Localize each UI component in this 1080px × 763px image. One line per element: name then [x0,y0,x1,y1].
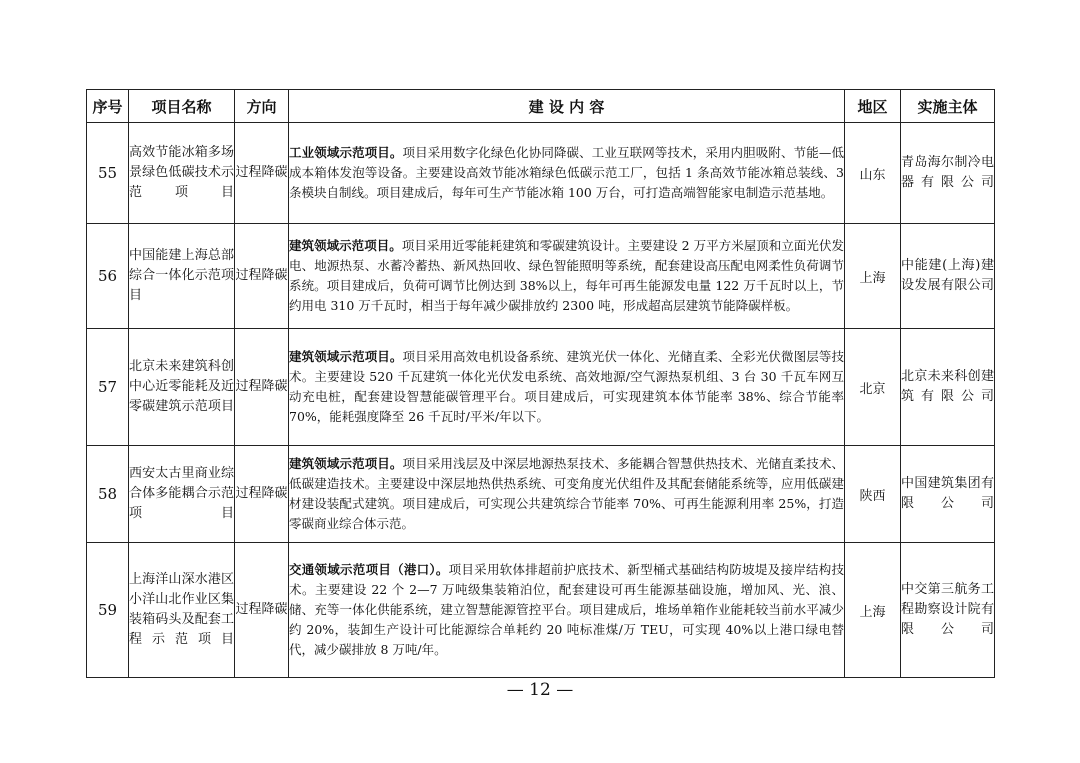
implementing-entity: 北京未来科创建筑有限公司 [901,329,995,446]
direction: 过程降碳 [235,329,289,446]
row-number: 57 [87,329,129,446]
construction-content [289,329,845,446]
header-entity: 实施主体 [901,90,995,123]
content-body: 项目采用软体排超前护底技术、新型桶式基础结构防坡堤及接岸结构技术。主要建设 22 个 2—7 万吨级集装箱泊位，配套建设可再生能源基础设施，增加风、光、浪、储、充等一体化供能系统，建立智慧能源管控平台。项目建成后，堆场单箱作业能耗较当前水平减少约 20%，装卸生产设计可比能源综合单耗约 20 吨标准煤/万 TEU，可实现 40%以上港口绿电替代，减少碳排放 8 万吨/年。 [289,562,844,657]
region: 北京 [845,329,901,446]
direction: 过程降碳 [235,123,289,224]
construction-content [289,123,845,224]
direction: 过程降碳 [235,446,289,543]
region: 陕西 [845,446,901,543]
project-name: 上海洋山深水港区小洋山北作业区集装箱码头及配套工程示范项目 [129,543,235,678]
project-table [86,89,995,678]
content-lead: 建筑领域示范项目。 [289,456,403,471]
content-lead: 工业领域示范项目。 [289,145,403,160]
header-seq: 序号 [87,90,129,123]
content-lead: 交通领域示范项目（港口）。 [289,562,449,577]
table-row [87,123,995,224]
table-row [87,446,995,543]
region: 上海 [845,543,901,678]
row-number: 58 [87,446,129,543]
content-body: 项目采用浅层及中深层地源热泵技术、多能耦合智慧供热技术、光储直柔技术、低碳建造技术。主要建设中深层地热供热系统、可变角度光伏组件及其配套储能系统等，应用低碳建材建设装配式建筑。项目建成后，可实现公共建筑综合节能率 70%、可再生能源利用率 25%，打造零碳商业综合体示范。 [289,456,844,531]
row-number: 55 [87,123,129,224]
page-number: — 12 — [506,680,574,700]
implementing-entity: 中能建(上海)建设发展有限公司 [901,224,995,329]
table-row [87,224,995,329]
direction: 过程降碳 [235,224,289,329]
content-body: 项目采用高效电机设备系统、建筑光伏一体化、光储直柔、全彩光伏微图层等技术。主要建设 520 千瓦建筑一体化光伏发电系统、高效地源/空气源热泵机组、3 台 30 千瓦车网互动充电桩，配套建设智慧能碳管理平台。项目建成后，可实现建筑本体节能率 38%、综合节能率 70%，能耗强度降至 26 千瓦时/平米/年以下。 [289,349,844,424]
construction-content [289,543,845,678]
content-lead: 建筑领域示范项目。 [289,238,402,253]
project-name: 中国能建上海总部综合一体化示范项目 [129,224,235,329]
header-content: 建 设 内 容 [289,90,845,123]
implementing-entity: 中交第三航务工程勘察设计院有限公司 [901,543,995,678]
content-body: 项目采用数字化绿色化协同降碳、工业互联网等技术，采用内胆吸附、节能—低成本箱体发泡等设备。主要建设高效节能冰箱绿色低碳示范工厂，包括 1 条高效节能冰箱总装线、3 条模块自制线。项目建成后，每年可生产节能冰箱 100 万台，可打造高端智能家电制造示范基地。 [289,145,844,200]
region: 山东 [845,123,901,224]
table-row [87,329,995,446]
row-number: 59 [87,543,129,678]
table-row [87,543,995,678]
row-number: 56 [87,224,129,329]
header-direction: 方向 [235,90,289,123]
project-name: 北京未来建筑科创中心近零能耗及近零碳建筑示范项目 [129,329,235,446]
construction-content [289,224,845,329]
content-lead: 建筑领域示范项目。 [289,349,403,364]
content-body: 项目采用近零能耗建筑和零碳建筑设计。主要建设 2 万平方米屋顶和立面光伏发电、地源热泵、水蓄冷蓄热、新风热回收、绿色智能照明等系统，配套建设高压配电网柔性负荷调节系统。项目建成后，负荷可调节比例达到 38%以上，每年可再生能源发电量 122 万千瓦时以上，节约用电 310 万千瓦时，相当于每年减少碳排放约 2300 吨，形成超高层建筑节能降碳样板。 [289,238,844,313]
header-region: 地区 [845,90,901,123]
region: 上海 [845,224,901,329]
header-project-name: 项目名称 [129,90,235,123]
project-name: 高效节能冰箱多场景绿色低碳技术示范项目 [129,123,235,224]
table-header-row [87,90,995,123]
direction: 过程降碳 [235,543,289,678]
implementing-entity: 中国建筑集团有限公司 [901,446,995,543]
implementing-entity: 青岛海尔制冷电器有限公司 [901,123,995,224]
construction-content [289,446,845,543]
project-name: 西安太古里商业综合体多能耦合示范项目 [129,446,235,543]
